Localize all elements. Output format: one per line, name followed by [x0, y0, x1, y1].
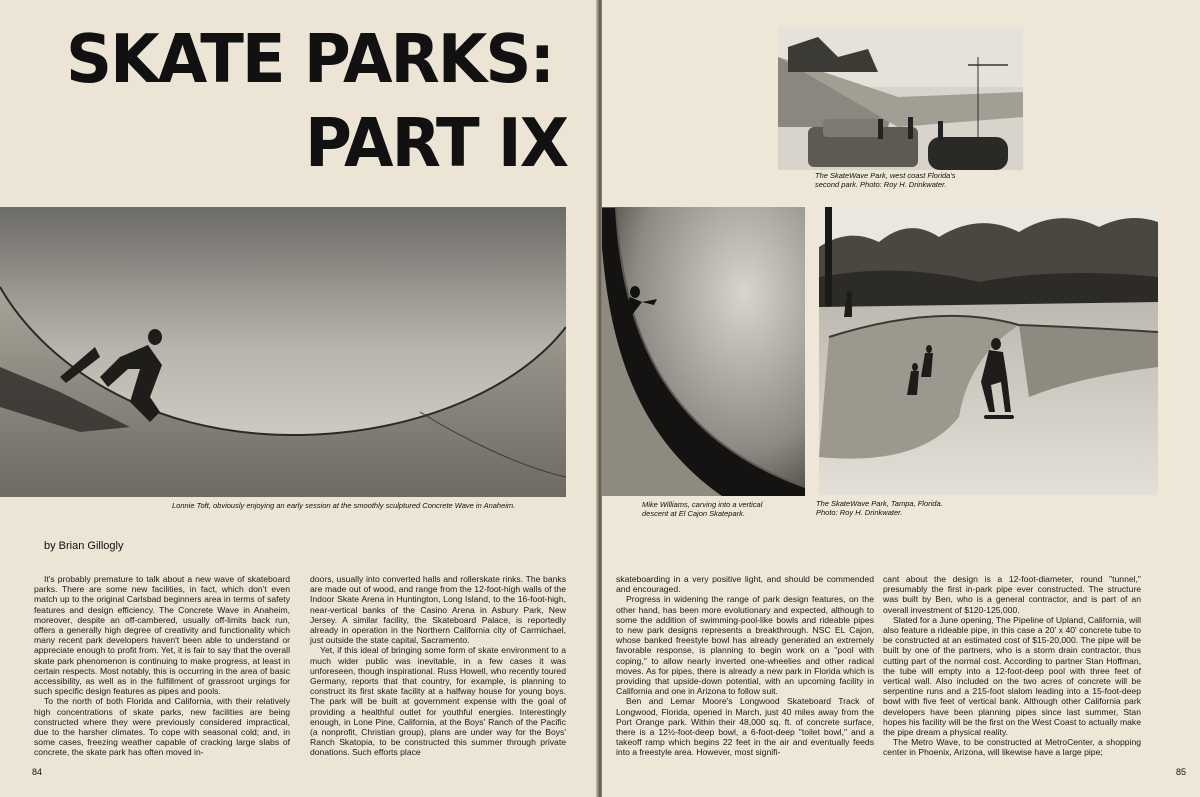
column-4	[883, 574, 1141, 758]
paragraph: Slated for a June opening, The Pipeline of Upland, California, will also feature a rideable pipe, in this case a 20' x 40' concrete tube to be constructed at an estimated cost of $15-20,000. The pipe will be built by one of the partners, who is a storm drain contractor, thus cutting part of the normal cost. According to partner Stan Hoffman, the tube will empty into a 12-foot-deep pool with three feet of vertical wall. Also included on the two acres of concrete will be serpentine runs and a 215-foot slalom leading into a 15-foot-deep bowl with five feet of vertical bank. Although other California park developers have been planning pipes since last summer, Stan hopes his facility will be the first on the West Coast to actually make the pipe dream a physical reality.	[883, 614, 1141, 738]
paragraph: doors, usually into converted halls and rollerskate rinks. The banks are made out of wood, and range from the 12-foot-high walls of the Indoor Skate Arena in Huntington, Long Island, to the 16-foot-high, near-vertical banks of the Casino Arena in Asbury Park, New Jersey. A similar facility, the Skateboard Palace, is reportedly already in operation in the Northern California city of Carmichael, just outside the state capital, Sacramento.	[310, 574, 566, 646]
paragraph: Yet, if this ideal of bringing some form of skate environment to a much wider public was inevitable, in a few cases it was unforeseen, though inspirational. Russ Howell, who recently toured Germany, reports that that country, for example, is planning to construct its first skate facility at a halfway house for young boys. The park will be built at government expense with the goal of providing a healthful outlet for youthful energies. Interestingly enough, in Lone Pine, California, at the Boys' Ranch of the Pacific (a nonprofit, Christian group), plans are under way for the Boys' Ranch Skatopia, to be constructed this summer through private donations. Such efforts place	[310, 645, 566, 758]
paragraph: Ben and Lemar Moore's Longwood Skateboard Track of Longwood, Florida, opened in March, just 40 miles away from the Port Orange park. Within their 48,000 sq. ft. of concrete surface, there is a 12½-foot-deep bowl, a 6-foot-deep "toilet bowl," and a takeoff ramp which begins 22 feet in the air and eventually feeds into a freestyle area. However, most signifi-	[616, 696, 874, 758]
photo-skatewave-tampa	[819, 207, 1158, 495]
paragraph: The Metro Wave, to be constructed at MetroCenter, a shopping center in Phoenix, Arizona, will likewise have a large pipe;	[883, 737, 1141, 758]
photo-mike-williams	[602, 207, 805, 496]
column-1	[34, 574, 290, 758]
byline: by Brian Gillogly	[44, 540, 124, 552]
headline-line-2: PART IX	[305, 105, 568, 183]
caption-skatewave-west: The SkateWave Park, west coast Florida's second park. Photo: Roy H. Drinkwater.	[815, 171, 956, 189]
photo-lonnie-toft	[0, 207, 566, 497]
column-2	[310, 574, 566, 758]
column-3	[616, 574, 874, 758]
caption-skatewave-tampa: The SkateWave Park, Tampa, Florida. Photo: Roy H. Drinkwater.	[816, 499, 943, 517]
caption-mike-williams: Mike Williams, carving into a vertical descent at El Cajon Skatepark.	[642, 500, 763, 518]
right-page	[602, 0, 1200, 797]
page-number-right: 85	[1175, 767, 1186, 777]
left-page	[0, 0, 598, 797]
paragraph: It's probably premature to talk about a new wave of skateboard parks. There are some new facilities, in fact, which don't even match up to the original Carlsbad beginners area in terms of safety features and design efficiency. The Concrete Wave in Anaheim, moreover, despite an off-cambered, usually off-limits back run, offers a generally high degree of creativity and functionality which many recent park developers haven't been able to understand or appreciate enough to profit from. Yet, it is fair to say that the overall skate park phenomenon is continuing to make progress, at least in certain respects. Most notably, this is occurring in the area of basic accessibility, as well as in the fulfillment of grassroot urgings for such specific design features as pipes and pools.	[34, 574, 290, 697]
caption-main: Lonnie Toft, obviously enjoying an early session at the smoothly sculptured Concrete Wave in Anaheim.	[172, 501, 516, 510]
paragraph: cant about the design is a 12-foot-diameter, round "tunnel," presumably the first in-park pipe ever constructed. The structure was built by Ben, who is a general contractor, and is part of an overall investment of $120-125,000.	[883, 574, 1141, 615]
photo-skatewave-west-coast	[778, 27, 1023, 170]
paragraph: To the north of both Florida and California, with their relatively high concentrations of skate parks, new facilities are being constructed where they were previously considered impractical, due to the harsher climates. To cope with seasonal cold; and, in some cases, freezing weather capable of cracking large slabs of concrete, the skate park has often moved in-	[34, 696, 290, 758]
headline-line-1: SKATE PARKS:	[66, 21, 554, 99]
paragraph: Progress in widening the range of park design features, on the other hand, has been more evolutionary and expected, although to some the addition of swimming-pool-like bowls and rideable pipes to new park designs represents a breakthrough. NSC EL Cajon, whose banked freestyle bowl has already generated an extremely favorable response, is planning to begin work on a "pool with coping," to allow nearly inverted one-wheelies and other radical moves. As for pipes, there is already a new park in Florida which is providing that upside-down potential, with an upcoming facility in California and one in Arizona to follow suit.	[616, 594, 874, 697]
page-number-left: 84	[32, 767, 43, 777]
paragraph: skateboarding in a very positive light, and should be commended and encouraged.	[616, 574, 874, 595]
